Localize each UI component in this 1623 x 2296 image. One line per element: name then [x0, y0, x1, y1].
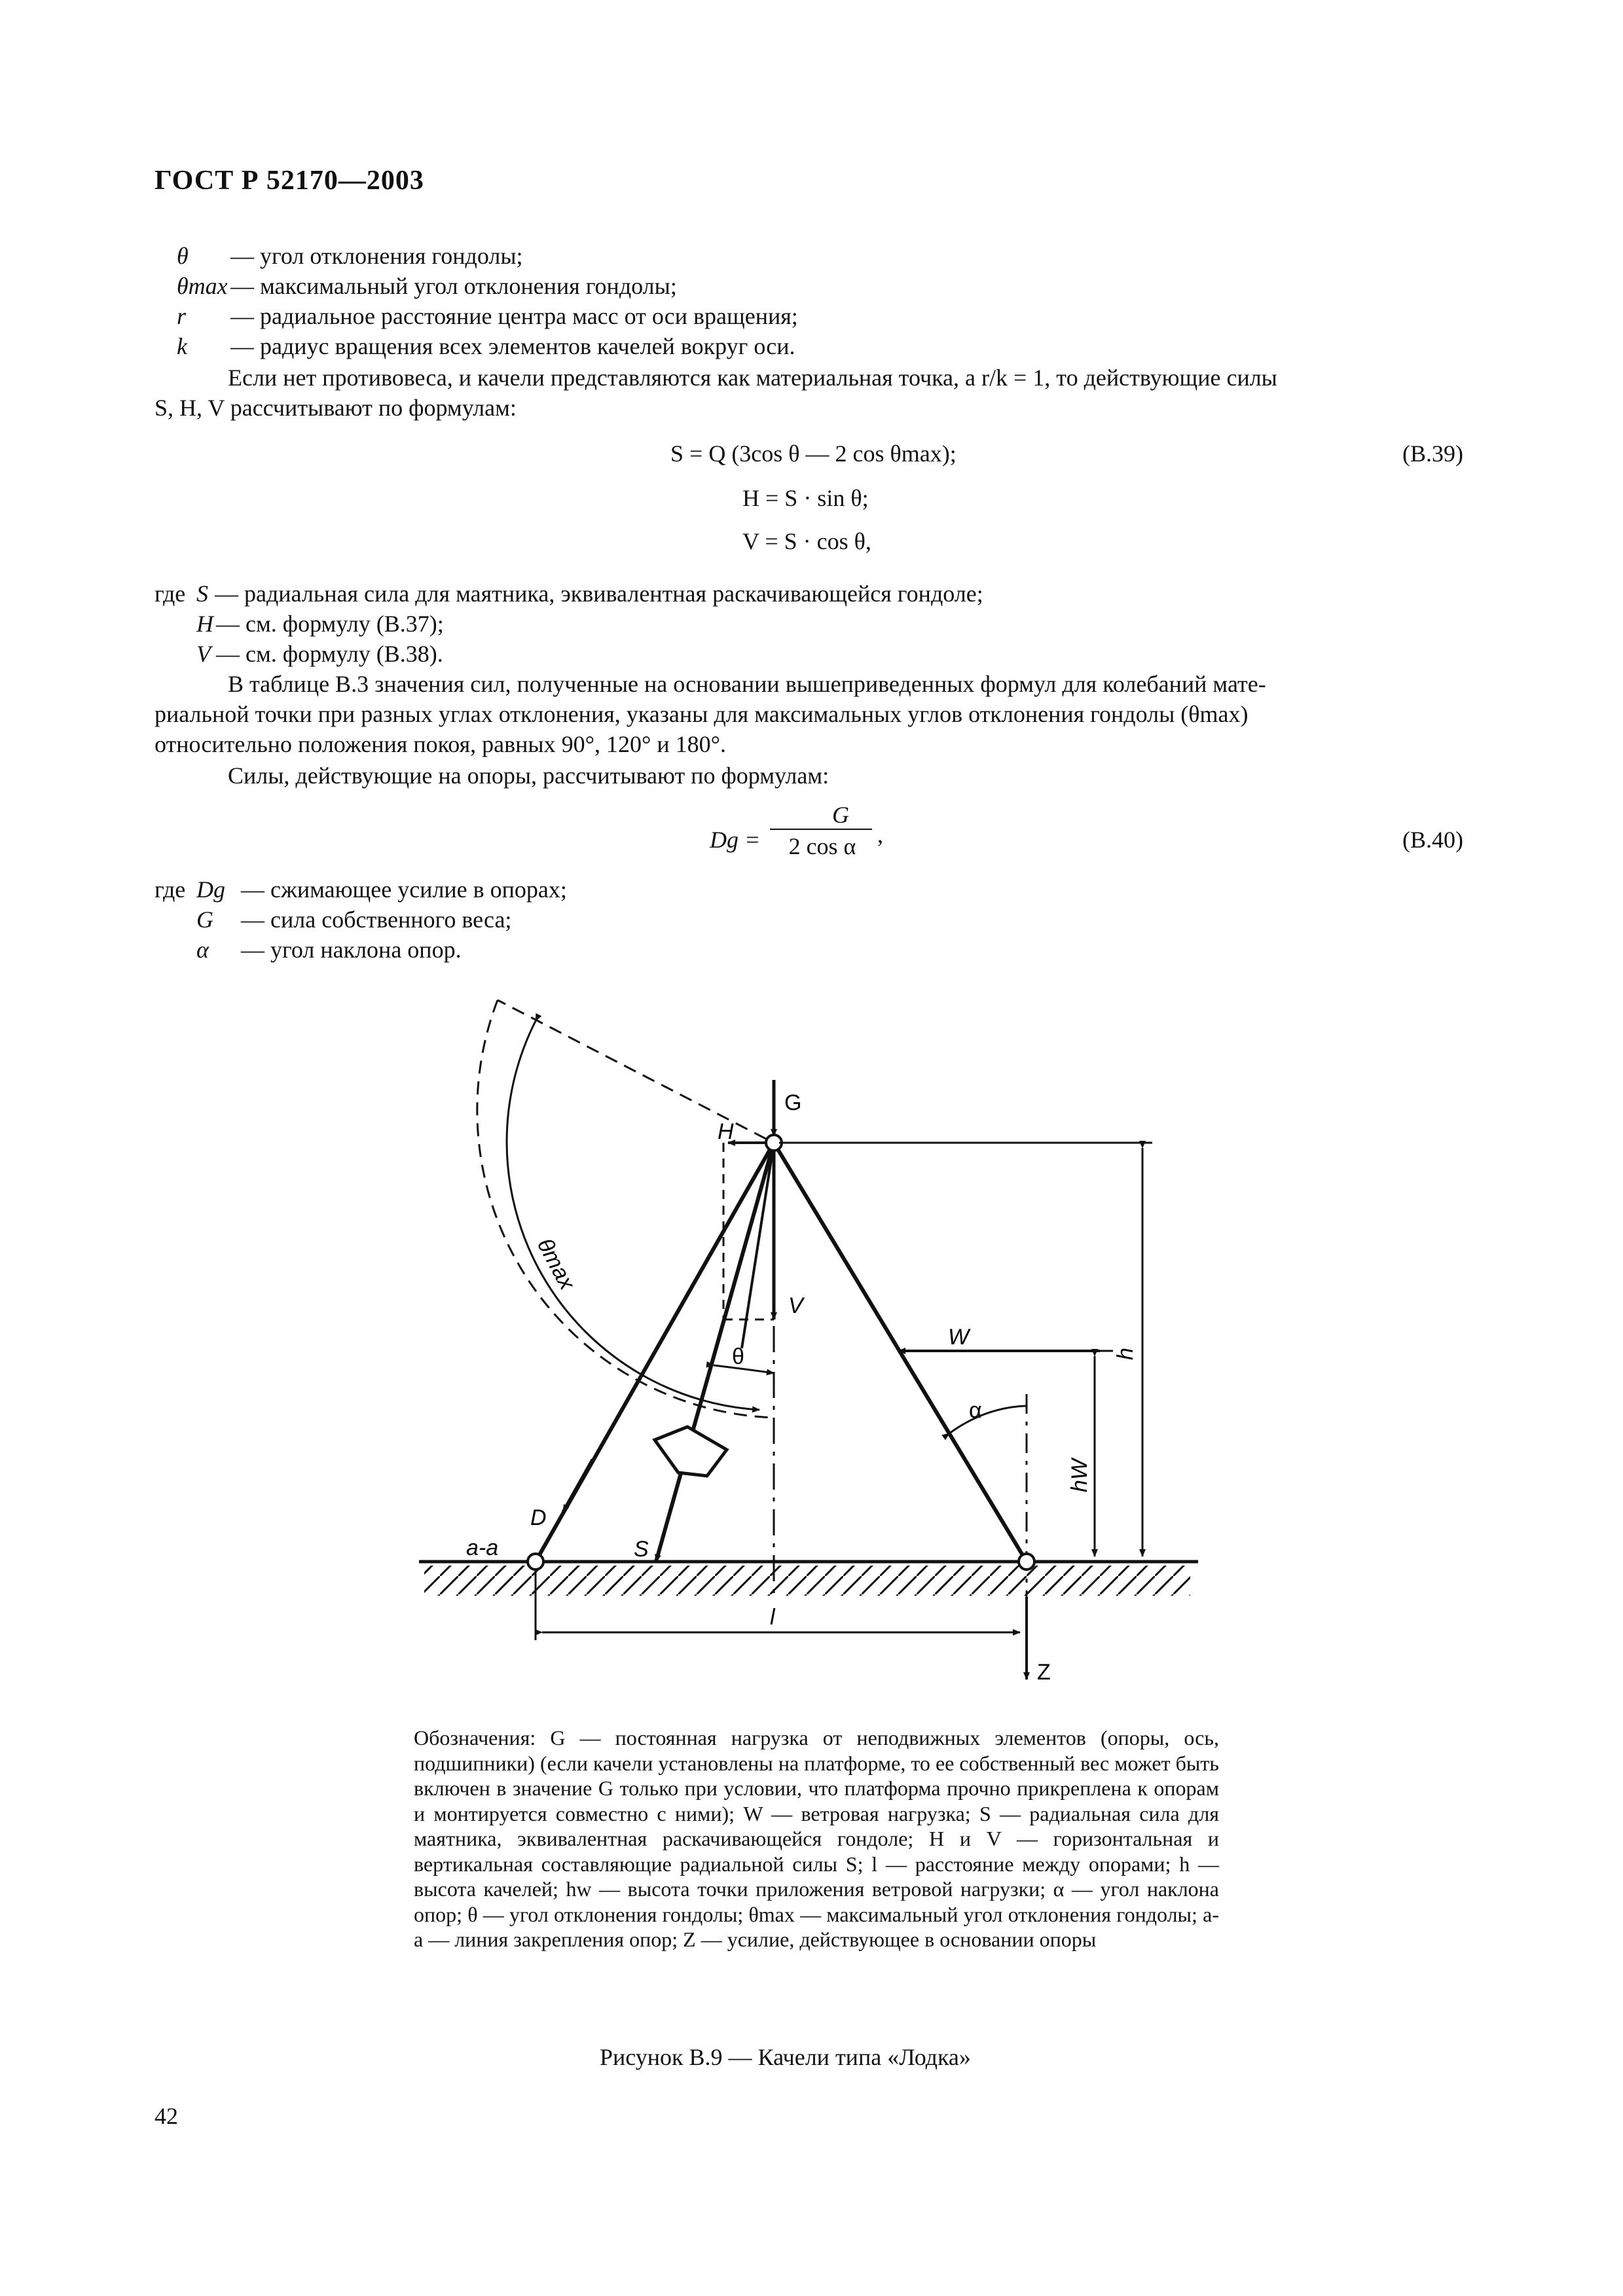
formula-v: V = S · cos θ, — [742, 528, 871, 554]
paragraph-3: Силы, действующие на опоры, рассчитывают по формулам: — [228, 762, 830, 789]
pendulum-arm — [656, 1143, 774, 1562]
theta-max-arc — [507, 1021, 759, 1410]
theta-max-outer-arc — [477, 1000, 774, 1418]
label-theta: θ — [732, 1344, 744, 1369]
label-g: G — [784, 1090, 802, 1115]
paragraph-1-line-2: S, H, V рассчитывают по формулам: — [155, 395, 517, 421]
label-h: H — [718, 1119, 734, 1144]
paragraph-2-line-2: риальной точки при разных углах отклонения, указаны для максимальных углов отклонения гондолы (θmax) — [155, 701, 1249, 727]
equation-number-b40: (B.40) — [1402, 827, 1463, 853]
where1-text-h: — см. формулу (B.37); — [216, 611, 444, 637]
label-hw-dim: hW — [1067, 1459, 1092, 1492]
where2-text-g: — сила собственного веса; — [241, 906, 512, 933]
document-header: ГОСТ Р 52170—2003 — [155, 166, 424, 196]
formula-s: S = Q (3cos θ — 2 cos θmax); — [670, 440, 957, 467]
paragraph-2-line-3: относительно положения покоя, равных 90°, 120° и 180°. — [155, 731, 727, 757]
page-number: 42 — [155, 2103, 178, 2129]
where2-symbol-dg: Dg — [196, 876, 225, 903]
where1-symbol-v: V — [196, 641, 211, 667]
base-circle-left — [528, 1554, 543, 1570]
def-symbol-r: r — [177, 303, 187, 329]
paragraph-2-line-1: В таблице В.3 значения сил, полученные на основании вышеприведенных формул для колебаний мате- — [228, 671, 1266, 697]
def-text-r: — радиальное расстояние центра масс от оси вращения; — [230, 303, 798, 329]
where2-lead: где — [155, 876, 186, 903]
formula-dg-lhs: Dg = — [710, 827, 761, 853]
where2-text-dg: — сжимающее усилие в опорах; — [241, 876, 567, 903]
formula-dg-denominator: 2 cos α — [788, 833, 856, 859]
def-text-k: — радиус вращения всех элементов качелей вокруг оси. — [230, 333, 795, 359]
label-d: D — [530, 1505, 547, 1530]
where2-text-alpha: — угол наклона опор. — [241, 937, 462, 963]
where1-symbol-s: S — [196, 581, 208, 607]
def-symbol-theta-max: θmax — [177, 273, 228, 299]
paragraph-1-line-1: Если нет противовеса, и качели представляются как материальная точка, а r/k = 1, то действующие силы — [228, 365, 1277, 391]
where1-text-s: — радиальная сила для маятника, эквивалентная раскачивающейся гондоле; — [215, 581, 983, 607]
label-theta-max: θmax — [532, 1234, 580, 1294]
label-w: W — [948, 1325, 970, 1350]
formula-dg-tail: , — [877, 821, 883, 848]
force-d-arrow — [563, 1460, 593, 1512]
figure-title: Рисунок В.9 — Качели типа «Лодка» — [600, 2044, 971, 2070]
where2-symbol-alpha: α — [196, 937, 209, 963]
where2-symbol-g: G — [196, 906, 213, 933]
label-alpha: α — [969, 1398, 982, 1423]
theta-max-radius-line — [498, 1000, 766, 1139]
label-s: S — [634, 1537, 649, 1562]
where1-lead: где — [155, 581, 186, 607]
label-l: l — [770, 1605, 775, 1630]
def-symbol-k: k — [177, 333, 187, 359]
figure-caption: Обозначения: G — постоянная нагрузка от неподвижных элементов (опоры, ось, подшипники) (если качели установлены на платформе, то ее собственный вес может быть включен в значение G только при условии, что платформа прочно прикреплена к опорам и монтируется совместно с ними); W — ветровая нагрузка; S — радиальная сила для маятника, эквивалентная раскачивающейся гондоле; H и V — горизонтальная и вертикальная составляющие радиальной силы S; l — расстояние между опорами; h — высота качелей; hw — высота точки приложения ветровой нагрузки; α — угол наклона опор; θ — угол отклонения гондолы; θmax — максимальный угол отклонения гондолы; a-a — линия закрепления опор; Z — усилие, действующее в основании опоры — [414, 1726, 1219, 1951]
alpha-arc — [949, 1406, 1027, 1433]
def-text-theta-max: — максимальный угол отклонения гондолы; — [230, 273, 677, 299]
equation-number-b39: (B.39) — [1402, 440, 1463, 467]
gondola — [655, 1427, 727, 1476]
formula-h: H = S · sin θ; — [742, 485, 869, 511]
label-aa: a-a — [466, 1535, 499, 1560]
where1-symbol-h: H — [196, 611, 213, 637]
label-h-dim: h — [1113, 1348, 1138, 1360]
where1-text-v: — см. формулу (B.38). — [216, 641, 443, 667]
formula-dg-numerator: G — [832, 802, 849, 828]
base-circle-right — [1019, 1554, 1034, 1570]
label-v: V — [788, 1293, 803, 1318]
def-symbol-theta: θ — [177, 243, 189, 269]
def-text-theta: — угол отклонения гондолы; — [230, 243, 523, 269]
label-z: Z — [1037, 1660, 1051, 1685]
